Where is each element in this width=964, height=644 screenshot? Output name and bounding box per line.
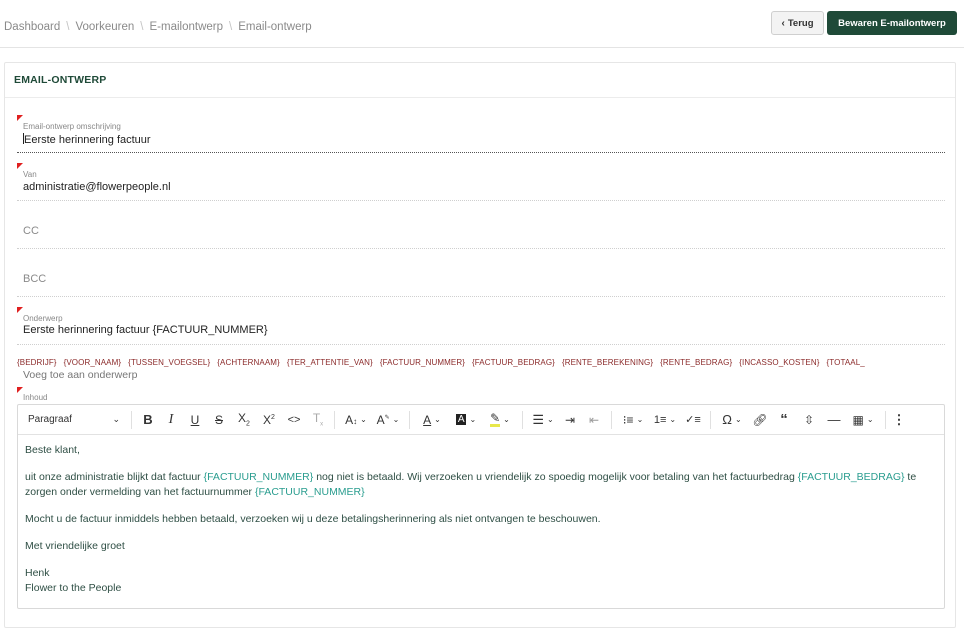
font-family-icon[interactable]: A✎ ⌄ (376, 412, 400, 427)
bold-icon[interactable]: B (143, 412, 153, 427)
subscript-icon[interactable]: $X_2$ (238, 411, 250, 428)
tag-tussen-voegsel[interactable]: {TUSSEN_VOEGSEL} (128, 358, 211, 367)
paragraph-1 (25, 470, 937, 500)
paragraph-format-label: Paragraaf (28, 414, 72, 425)
code-icon[interactable]: <> (287, 413, 301, 426)
greeting: Beste klant, (25, 444, 80, 456)
bulleted-list-icon[interactable]: ⁝≡ ⌄ (622, 412, 644, 427)
breadcrumb (4, 21, 312, 33)
blockquote-icon[interactable]: “ (780, 411, 788, 428)
tag-factuur-nummer[interactable]: {FACTUUR_NUMMER} (379, 358, 465, 367)
description-field[interactable] (17, 115, 945, 153)
chevron-left-icon: ‹ (781, 17, 785, 29)
toolbar-divider (611, 411, 612, 429)
highlight-icon[interactable]: ✎ ⌄ (490, 411, 510, 425)
toolbar-divider (334, 411, 335, 429)
chevron-down-icon: ⌄ (112, 414, 120, 424)
todo-list-icon[interactable]: ✓≡ (685, 414, 701, 426)
link-icon[interactable]: 🔗︎ (752, 412, 768, 427)
description-value-wrap (23, 133, 151, 146)
tag-rente-berekening[interactable]: {RENTE_BEREKENING} (561, 358, 654, 367)
signature-company: Flower to the People (25, 582, 122, 594)
signature-name: Henk (25, 567, 50, 579)
breadcrumb-item-emailontwerp[interactable]: E-mailontwerp (149, 21, 223, 33)
editor-content[interactable] (18, 435, 944, 604)
subject-field[interactable] (17, 307, 945, 345)
font-color-icon[interactable]: A ⌄ (423, 412, 441, 427)
tag-totaal[interactable]: {TOTAAL_ (826, 358, 865, 367)
from-field[interactable] (17, 163, 945, 201)
font-size-icon[interactable]: A↕ ⌄ (345, 412, 367, 427)
breadcrumb-item-dashboard[interactable]: Dashboard (4, 21, 61, 33)
from-label: Van (23, 170, 37, 179)
placeholder-tags (17, 358, 947, 367)
subject-value: Eerste herinnering factuur {FACTUUR_NUMMER} (23, 324, 268, 336)
from-value: administratie@flowerpeople.nl (23, 181, 171, 193)
toolbar-divider (885, 411, 886, 429)
required-marker (17, 307, 23, 313)
description-value: Eerste herinnering factuur (24, 134, 151, 146)
editor-toolbar (18, 405, 944, 435)
strikethrough-icon[interactable]: S (214, 412, 223, 427)
subject-label: Onderwerp (23, 314, 63, 323)
cc-field[interactable] (17, 211, 945, 249)
inline-placeholder: {FACTUUR_NUMMER} (254, 486, 365, 498)
tag-achternaam[interactable]: {ACHTERNAAM} (217, 358, 280, 367)
rich-text-editor (17, 404, 945, 609)
paragraph-format-select[interactable] (22, 409, 126, 431)
text: uit onze administratie blijkt dat factuur (25, 471, 204, 483)
tag-rente-bedrag[interactable]: {RENTE_BEDRAG} (660, 358, 733, 367)
special-characters-icon[interactable]: Ω ⌄ (722, 412, 742, 427)
paragraph-2: Mocht u de factuur inmiddels hebben betaald, verzoeken wij u deze betalingsherinnering als niet ontvangen te beschouwen. (25, 513, 601, 525)
horizontal-line-icon[interactable]: — (827, 412, 841, 427)
save-button[interactable]: Bewaren E-mailontwerp (827, 11, 957, 35)
toolbar-divider (522, 411, 523, 429)
signature (25, 566, 937, 596)
toolbar-divider (710, 411, 711, 429)
tag-ter-attentie-van[interactable]: {TER_ATTENTIE_VAN} (286, 358, 373, 367)
superscript-icon[interactable]: $X^2$ (263, 412, 275, 427)
bcc-field[interactable] (17, 259, 945, 297)
breadcrumb-item-voorkeuren[interactable]: Voorkeuren (75, 21, 135, 33)
card-title: EMAIL-ONTWERP (5, 63, 955, 98)
bcc-placeholder: BCC (23, 273, 47, 285)
description-label: Email-ontwerp omschrijving (23, 122, 121, 131)
top-bar (0, 0, 964, 48)
breadcrumb-separator: \ (140, 21, 144, 33)
remove-format-icon[interactable]: $T_x$ (312, 411, 324, 428)
more-options-icon[interactable]: ⋮ (892, 411, 906, 427)
text: te zorgen onder vermelding van het factuurnummer (25, 471, 917, 498)
background-color-icon[interactable]: A ⌄ (457, 414, 477, 425)
back-button[interactable] (771, 11, 824, 35)
italic-icon[interactable]: I (168, 411, 174, 427)
numbered-list-icon[interactable]: 1≡ ⌄ (653, 413, 677, 426)
email-template-card (4, 62, 956, 628)
breadcrumb-separator: \ (66, 21, 70, 33)
add-to-subject-hint: Voeg toe aan onderwerp (23, 369, 138, 381)
inline-placeholder: {FACTUUR_BEDRAG} (797, 471, 905, 483)
content-label: Inhoud (23, 393, 48, 402)
outdent-icon[interactable]: ⇤ (588, 412, 600, 427)
page-break-icon[interactable]: ⇳ (803, 412, 815, 427)
tag-voor-naam[interactable]: {VOOR_NAAM} (63, 358, 122, 367)
underline-icon[interactable]: U (190, 412, 200, 427)
required-marker (17, 163, 23, 169)
inline-placeholder: {FACTUUR_NUMMER} (203, 471, 314, 483)
breadcrumb-separator: \ (229, 21, 233, 33)
tag-bedrijf[interactable]: {BEDRIJF} (17, 358, 57, 367)
text-align-icon[interactable]: ☰ ⌄ (532, 411, 554, 427)
back-button-label: Terug (787, 17, 814, 29)
required-marker (17, 115, 23, 121)
table-icon[interactable]: ▦ ⌄ (852, 412, 874, 427)
closing: Met vriendelijke groet (25, 540, 125, 552)
toolbar-divider (131, 411, 132, 429)
breadcrumb-item-current: Email-ontwerp (238, 21, 312, 33)
toolbar-divider (409, 411, 410, 429)
indent-icon[interactable]: ⇥ (564, 412, 576, 427)
tag-incasso-kosten[interactable]: {INCASSO_KOSTEN} (739, 358, 820, 367)
cc-placeholder: CC (23, 225, 39, 237)
tag-factuur-bedrag[interactable]: {FACTUUR_BEDRAG} (471, 358, 555, 367)
text: nog niet is betaald. Wij verzoeken u vriendelijk zo spoedig mogelijk voor betaling van het factuurbedrag (313, 471, 798, 483)
